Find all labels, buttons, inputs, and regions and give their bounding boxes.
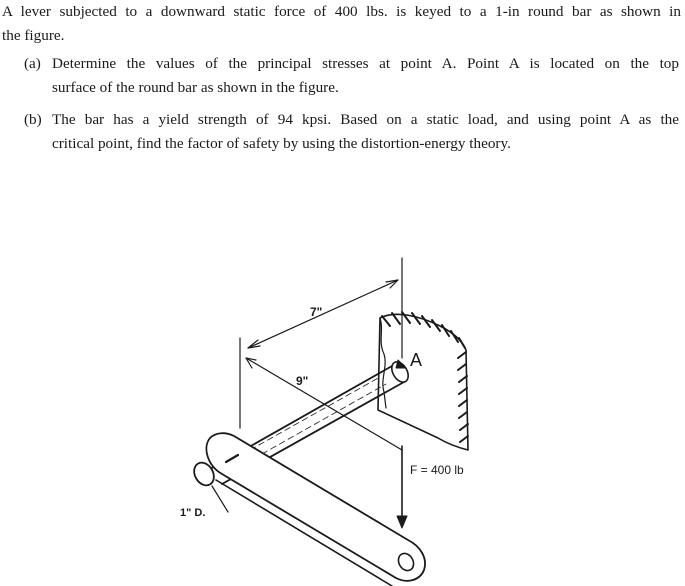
part-b	[0, 108, 685, 156]
dimension-9in-label: 9"	[296, 374, 309, 388]
lever-arm	[206, 433, 425, 581]
part-a	[0, 52, 685, 100]
problem-statement	[0, 0, 685, 156]
part-b-label: (b)	[24, 111, 42, 128]
problem-intro-line-1: A lever subjected to a downward static force of 400 lbs. is keyed to a 1-in round bar as shown in	[2, 3, 681, 20]
force-arrowhead	[397, 516, 407, 528]
problem-intro	[0, 0, 685, 48]
part-b-line-2: critical point, find the factor of safety by using the distortion-energy theory.	[52, 135, 511, 152]
part-a-label: (a)	[24, 55, 41, 72]
part-a-line-2: surface of the round bar as shown in the figure.	[52, 79, 339, 96]
dimension-7in-label: 7"	[310, 305, 323, 319]
lever-bar-diagram	[0, 240, 685, 586]
problem-intro-line-2: the figure.	[2, 27, 65, 44]
lever-bar-figure	[0, 240, 685, 586]
force-label: F = 400 lb	[410, 463, 464, 477]
diameter-leader	[212, 486, 228, 512]
bar-shading	[250, 377, 386, 454]
diameter-label: 1" D.	[180, 507, 206, 519]
part-a-line-1: Determine the values of the principal stresses at point A. Point A is located on the top	[52, 55, 679, 72]
part-b-line-1: The bar has a yield strength of 94 kpsi. Based on a static load, and using point A as the	[52, 111, 679, 128]
dimension-7in-line	[248, 280, 398, 348]
point-a-label: A	[410, 350, 423, 370]
